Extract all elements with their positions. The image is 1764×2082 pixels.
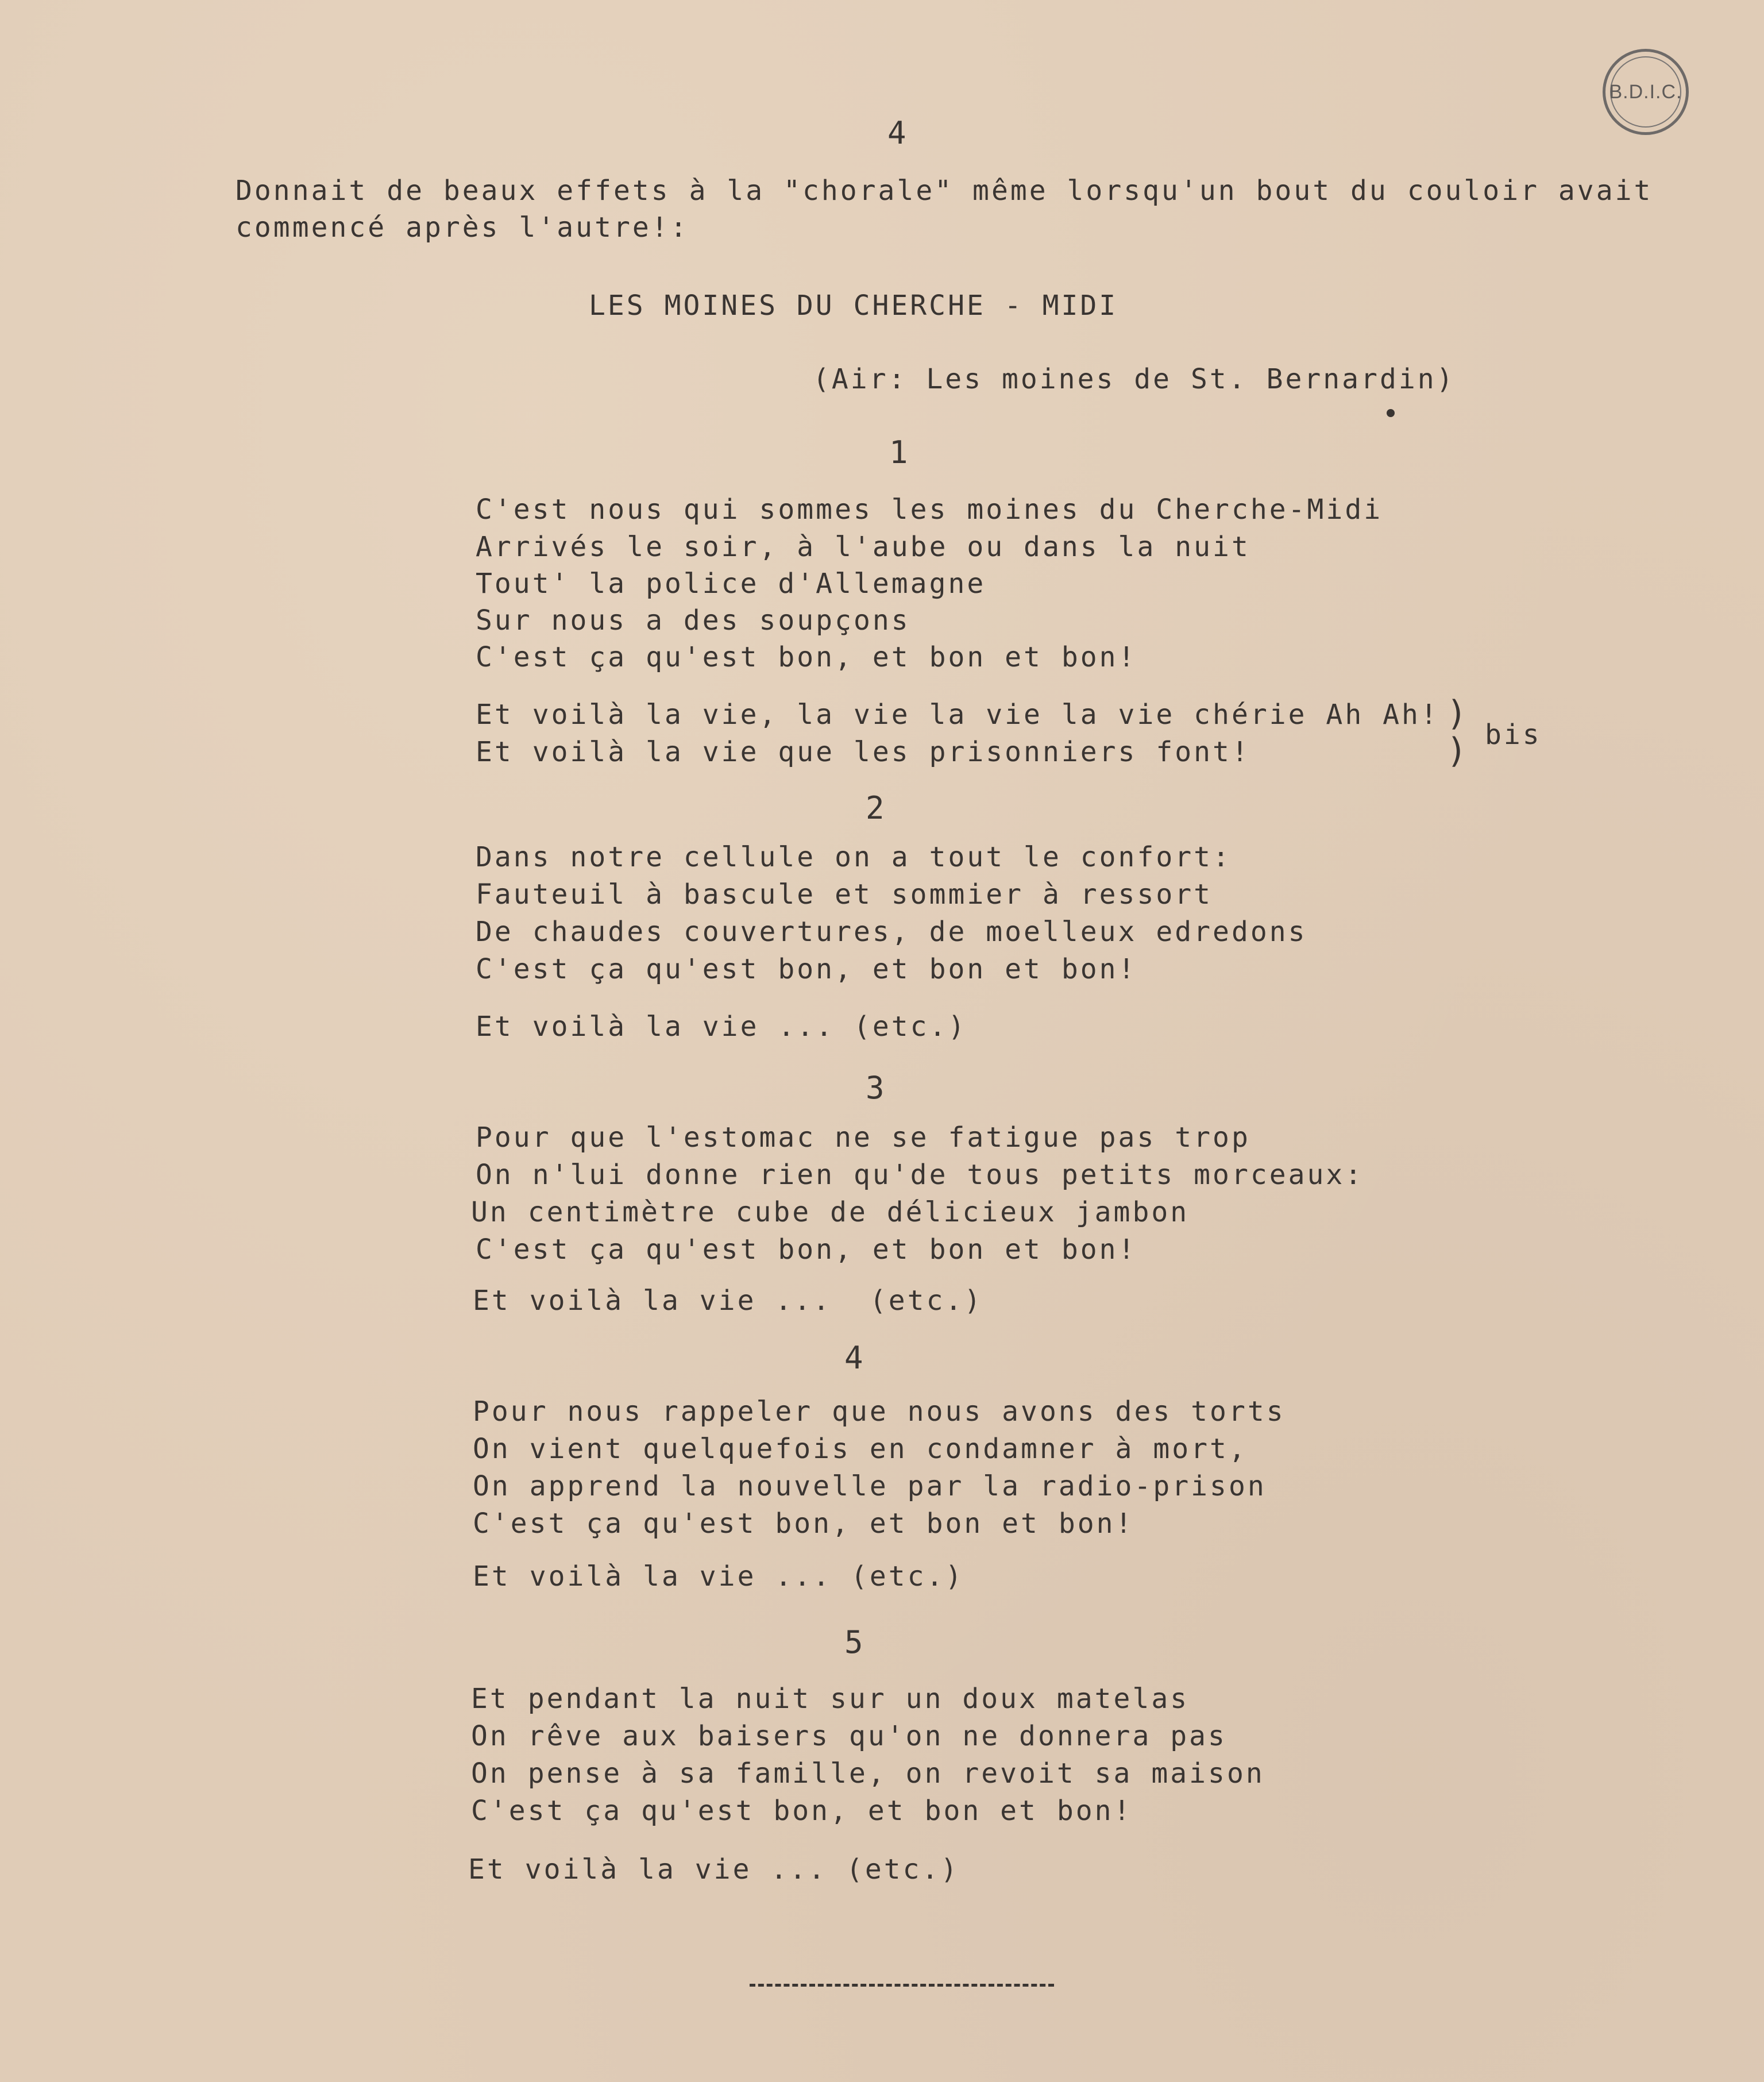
stanza-1-line-2: Arrivés le soir, à l'aube ou dans la nuit [476,531,1250,563]
stanza-1-refrain-1: Et voilà la vie, la vie la vie la vie chérie Ah Ah! [476,699,1439,731]
end-rule [750,1984,1054,1987]
stamp-text: B.D.I.C. [1609,80,1682,103]
stanza-3-line-4: C'est ça qu'est bon, et bon et bon! [476,1233,1137,1266]
bis-label: bis [1485,719,1542,751]
stanza-3-line-3: Un centimètre cube de délicieux jambon [471,1196,1190,1228]
stanza-number-2: 2 [866,790,887,826]
stanza-number-5: 5 [844,1624,866,1660]
stanza-3-line-2: On n'lui donne rien qu'de tous petits morceaux: [476,1159,1364,1191]
stanza-2-line-4: C'est ça qu'est bon, et bon et bon! [476,953,1137,985]
stanza-2-line-2: Fauteuil à bascule et sommier à ressort [476,878,1213,911]
stanza-2-line-3: De chaudes couvertures, de moelleux edredons [476,916,1307,948]
stanza-4-line-4: C'est ça qu'est bon, et bon et bon! [473,1507,1134,1540]
intro-line-1: Donnait de beaux effets à la "chorale" même lorsqu'un bout du couloir avait [236,175,1653,207]
stanza-5-line-4: C'est ça qu'est bon, et bon et bon! [471,1795,1133,1827]
ink-dot [1387,409,1395,417]
stanza-5-line-2: On rêve aux baisers qu'on ne donnera pas [471,1720,1227,1752]
stanza-1-line-4: Sur nous a des soupçons [476,604,910,637]
intro-line-2: commencé après l'autre!: [236,211,689,244]
air-note: (Air: Les moines de St. Bernardin) [813,363,1456,395]
stanza-3-line-1: Pour que l'estomac ne se fatigue pas trop [476,1121,1250,1154]
stanza-number-4: 4 [844,1340,866,1376]
library-stamp [1603,49,1689,135]
stanza-4-refrain: Et voilà la vie ... (etc.) [473,1560,964,1593]
stanza-5-line-3: On pense à sa famille, on revoit sa maison [471,1757,1265,1790]
bracket-top: ) [1446,693,1468,734]
stanza-4-line-2: On vient quelquefois en condamner à mort, [473,1433,1248,1465]
page-number: 4 [887,115,909,151]
bracket-bottom: ) [1446,731,1468,771]
stanza-4-line-1: Pour nous rappeler que nous avons des torts [473,1395,1286,1428]
stanza-1-line-5: C'est ça qu'est bon, et bon et bon! [476,641,1137,673]
stanza-number-3: 3 [866,1070,887,1106]
song-title: LES MOINES DU CHERCHE - MIDI [589,290,1118,322]
stanza-5-line-1: Et pendant la nuit sur un doux matelas [471,1683,1190,1715]
stanza-3-refrain: Et voilà la vie ... (etc.) [473,1285,983,1317]
stanza-2-refrain: Et voilà la vie ... (etc.) [476,1011,967,1043]
stanza-2-line-1: Dans notre cellule on a tout le confort: [476,841,1232,873]
stanza-1-line-1: C'est nous qui sommes les moines du Cherche-Midi [476,493,1383,526]
stanza-1-refrain-2: Et voilà la vie que les prisonniers font! [476,736,1250,768]
stanza-number-1: 1 [889,434,910,471]
stanza-1-line-3: Tout' la police d'Allemagne [476,568,986,600]
stamp-inner-ring [1610,56,1681,128]
stanza-4-line-3: On apprend la nouvelle par la radio-prison [473,1470,1267,1502]
stanza-5-refrain: Et voilà la vie ... (etc.) [468,1853,960,1886]
